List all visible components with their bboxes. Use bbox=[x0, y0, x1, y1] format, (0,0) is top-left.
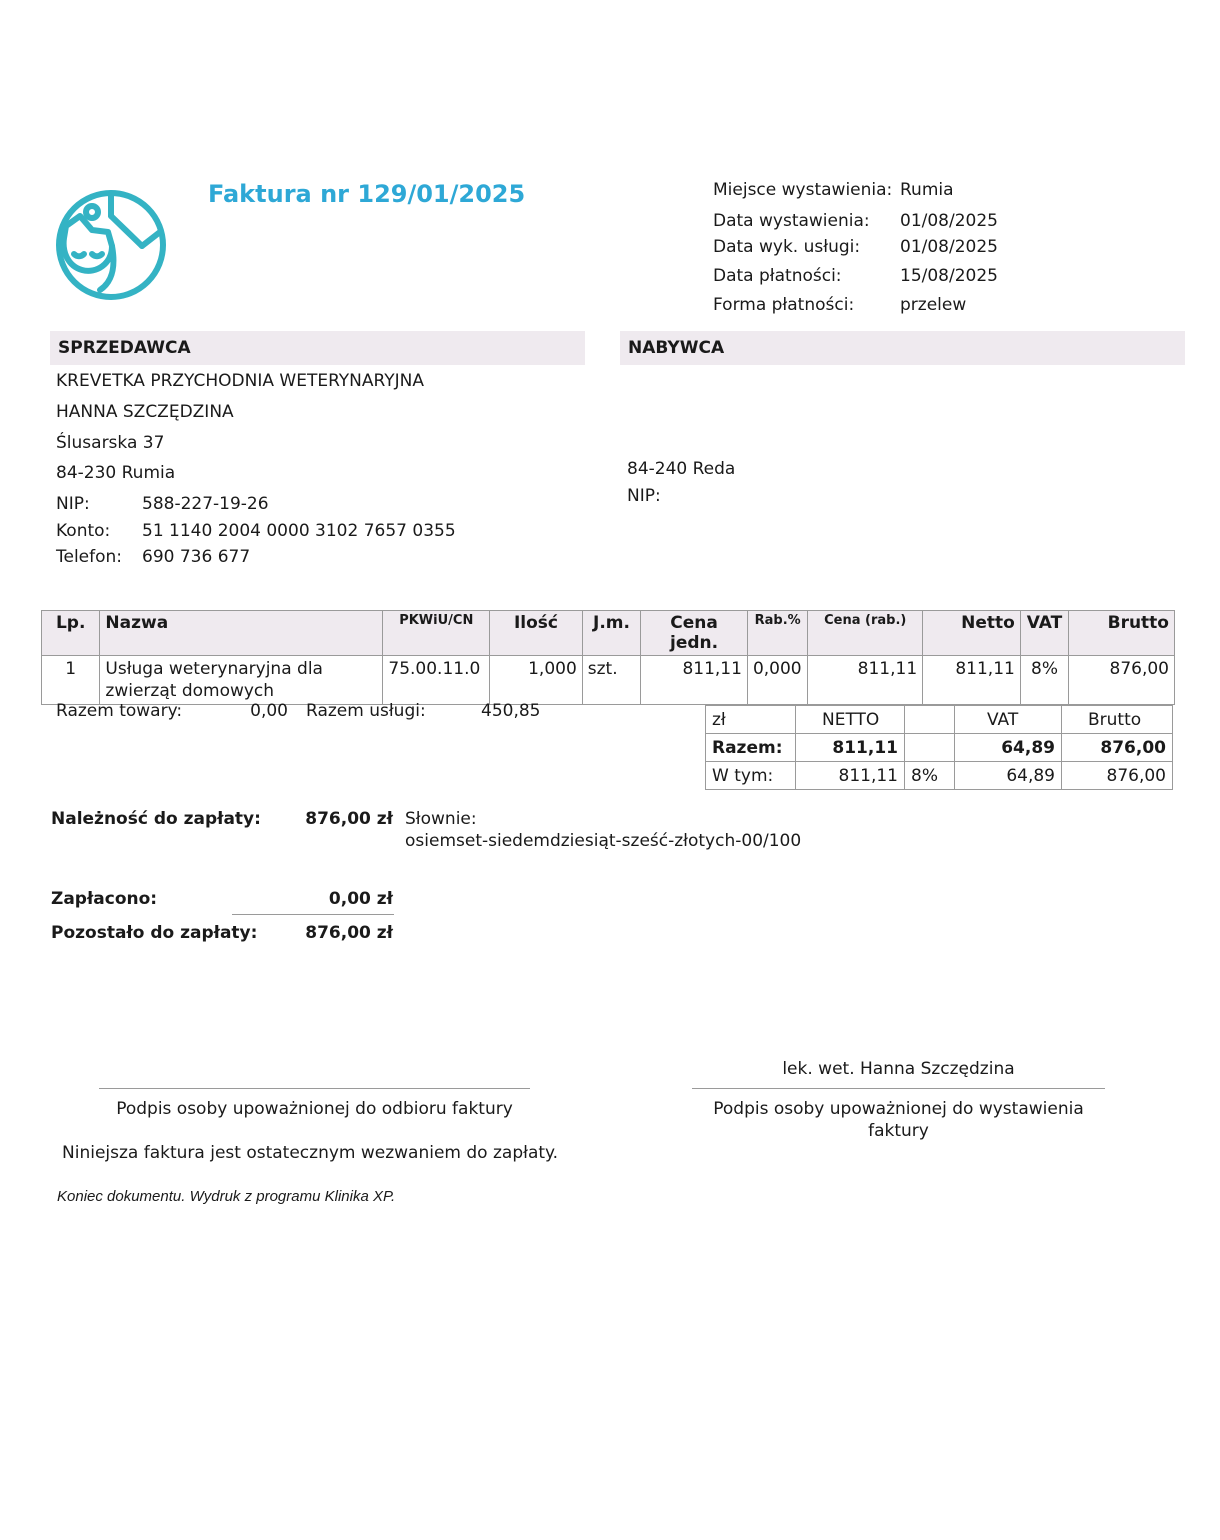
issuer-caption-line1: Podpis osoby upoważnionej do wystawienia bbox=[713, 1099, 1084, 1119]
services-label: Razem usługi: bbox=[306, 701, 426, 721]
receiver-signature-line bbox=[99, 1088, 530, 1089]
totals-incl-row bbox=[706, 762, 1173, 790]
totals-vat-header: VAT bbox=[955, 706, 1062, 734]
due-label: Należność do zapłaty: bbox=[51, 809, 261, 829]
invoice-title: Faktura nr 129/01/2025 bbox=[208, 180, 526, 208]
totals-sum-net: 811,11 bbox=[796, 734, 905, 762]
meta-label: Data wyk. usługi: bbox=[713, 237, 861, 257]
meta-value: Rumia bbox=[900, 180, 954, 200]
issuer-caption-line2: faktury bbox=[868, 1121, 929, 1141]
col-pkwiu: PKWiU/CN bbox=[383, 611, 490, 656]
seller-city: 84-230 Rumia bbox=[56, 463, 176, 483]
meta-label: Miejsce wystawienia: bbox=[713, 180, 893, 200]
seller-phone: 690 736 677 bbox=[142, 547, 251, 567]
cell-vat: 8% bbox=[1020, 656, 1068, 705]
totals-net-header: NETTO bbox=[796, 706, 905, 734]
totals-incl-vat: 64,89 bbox=[955, 762, 1062, 790]
paid-divider bbox=[232, 914, 394, 915]
totals-header-row bbox=[706, 706, 1173, 734]
words-value: osiemset-siedemdziesiąt-sześć-złotych-00/100 bbox=[405, 831, 802, 851]
totals-incl-net: 811,11 bbox=[796, 762, 905, 790]
col-net: Netto bbox=[923, 611, 1021, 656]
meta-value: 01/08/2025 bbox=[900, 211, 998, 231]
totals-sum-label: Razem: bbox=[706, 734, 796, 762]
meta-label: Data płatności: bbox=[713, 266, 842, 286]
totals-table bbox=[705, 705, 1173, 790]
seller-nip: 588-227-19-26 bbox=[142, 494, 269, 514]
issuer-name: lek. wet. Hanna Szczędzina bbox=[782, 1059, 1015, 1079]
totals-rate-header bbox=[905, 706, 955, 734]
cell-qty: 1,000 bbox=[490, 656, 583, 705]
seller-account-label: Konto: bbox=[56, 521, 111, 541]
totals-incl-gross: 876,00 bbox=[1062, 762, 1173, 790]
seller-header: SPRZEDAWCA bbox=[50, 331, 585, 365]
seller-phone-label: Telefon: bbox=[56, 547, 123, 567]
col-unit-price: Cena jedn. bbox=[641, 611, 748, 656]
col-gross: Brutto bbox=[1069, 611, 1175, 656]
final-notice: Niniejsza faktura jest ostatecznym wezwaniem do zapłaty. bbox=[62, 1143, 559, 1163]
totals-gross-header: Brutto bbox=[1062, 706, 1173, 734]
items-header-row bbox=[42, 611, 1175, 656]
buyer-city: 84-240 Reda bbox=[627, 459, 736, 479]
seller-street: Ślusarska 37 bbox=[56, 433, 165, 453]
issuer-signature-line bbox=[692, 1088, 1105, 1089]
col-qty: Ilość bbox=[490, 611, 583, 656]
col-price-disc: Cena (rab.) bbox=[808, 611, 923, 656]
cell-unit-price: 811,11 bbox=[641, 656, 748, 705]
meta-value: przelew bbox=[900, 295, 967, 315]
cell-discount: 0,000 bbox=[747, 656, 807, 705]
words-label: Słownie: bbox=[405, 809, 477, 829]
receiver-caption: Podpis osoby upoważnionej do odbioru faktury bbox=[116, 1099, 513, 1119]
items-table bbox=[41, 610, 1175, 705]
col-unit: J.m. bbox=[582, 611, 640, 656]
col-name: Nazwa bbox=[100, 611, 383, 656]
seller-account: 51 1140 2004 0000 3102 7657 0355 bbox=[142, 521, 456, 541]
cell-price-disc: 811,11 bbox=[808, 656, 923, 705]
col-discount: Rab.% bbox=[747, 611, 807, 656]
cat-logo-icon bbox=[52, 186, 170, 304]
totals-sum-row bbox=[706, 734, 1173, 762]
totals-incl-label: W tym: bbox=[706, 762, 796, 790]
seller-name: KREVETKA PRZYCHODNIA WETERYNARYJNA bbox=[56, 371, 424, 391]
totals-incl-rate: 8% bbox=[905, 762, 955, 790]
totals-sum-vat: 64,89 bbox=[955, 734, 1062, 762]
buyer-nip-label: NIP: bbox=[627, 486, 661, 506]
buyer-header: NABYWCA bbox=[620, 331, 1185, 365]
totals-sum-gross: 876,00 bbox=[1062, 734, 1173, 762]
table-row bbox=[42, 656, 1175, 705]
paid-value: 0,00 zł bbox=[328, 889, 393, 909]
goods-label: Razem towary: bbox=[56, 701, 183, 721]
seller-owner: HANNA SZCZĘDZINA bbox=[56, 402, 234, 422]
meta-value: 15/08/2025 bbox=[900, 266, 998, 286]
cell-lp: 1 bbox=[42, 656, 100, 705]
remaining-label: Pozostało do zapłaty: bbox=[51, 923, 258, 943]
meta-label: Forma płatności: bbox=[713, 295, 855, 315]
due-value: 876,00 zł bbox=[305, 809, 393, 829]
meta-label: Data wystawienia: bbox=[713, 211, 870, 231]
col-vat: VAT bbox=[1020, 611, 1068, 656]
totals-currency: zł bbox=[706, 706, 796, 734]
services-value: 450,85 bbox=[481, 701, 541, 721]
remaining-value: 876,00 zł bbox=[305, 923, 393, 943]
document-end: Koniec dokumentu. Wydruk z programu Klinika XP. bbox=[57, 1188, 396, 1205]
cell-gross: 876,00 bbox=[1069, 656, 1175, 705]
cell-name: Usługa weterynaryjna dla zwierząt domowych bbox=[100, 656, 383, 705]
cell-pkwiu: 75.00.11.0 bbox=[383, 656, 490, 705]
col-lp: Lp. bbox=[42, 611, 100, 656]
seller-nip-label: NIP: bbox=[56, 494, 90, 514]
cell-net: 811,11 bbox=[923, 656, 1021, 705]
meta-value: 01/08/2025 bbox=[900, 237, 998, 257]
cell-unit: szt. bbox=[582, 656, 640, 705]
goods-value: 0,00 bbox=[250, 701, 288, 721]
totals-sum-rate bbox=[905, 734, 955, 762]
paid-label: Zapłacono: bbox=[51, 889, 158, 909]
